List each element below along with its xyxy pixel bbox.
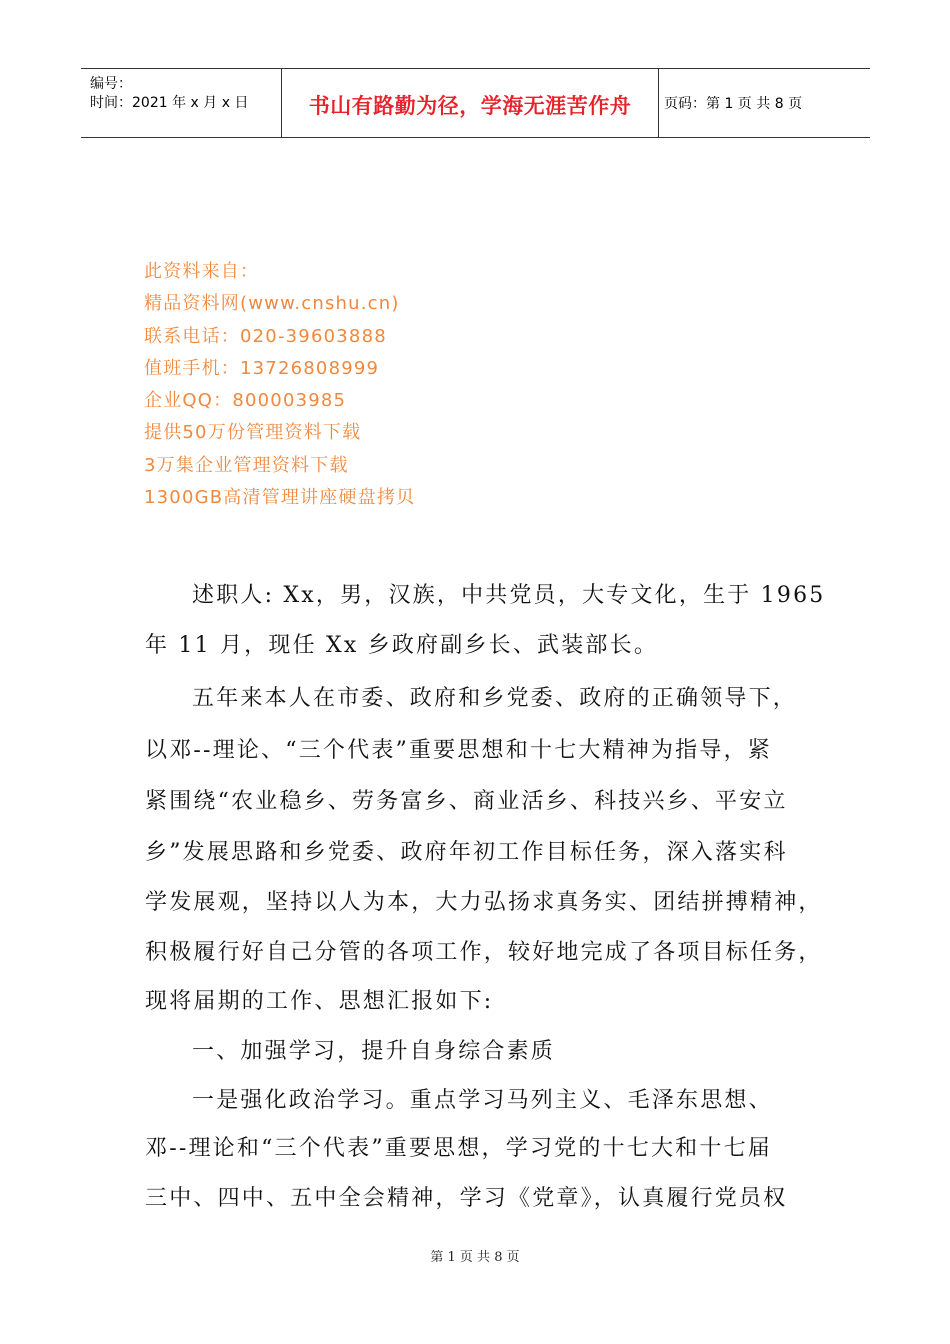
header-motto-cell <box>281 69 659 137</box>
body-line: 紧围绕“农业稳乡、劳务富乡、商业活乡、科技兴乡、平安立 <box>145 789 788 814</box>
body-line: 三中、四中、五中全会精神，学习《党章》，认真履行党员权 <box>145 1186 788 1211</box>
source-advertisement <box>144 256 415 514</box>
section-heading: 一、加强学习，提升自身综合素质 <box>192 1039 556 1064</box>
body-line: 学发展观，坚持以人为本，大力弘扬求真务实、团结拼搏精神， <box>145 890 823 915</box>
header-page-info: 页码：第 1 页 共 8 页 <box>664 96 803 112</box>
ad-line: 精品资料网(www.cnshu.cn) <box>144 293 400 315</box>
document-number-label: 编号： <box>90 76 132 92</box>
ad-line: 企业QQ：800003985 <box>144 390 347 412</box>
body-line: 一是强化政治学习。重点学习马列主义、毛泽东思想、 <box>192 1088 773 1113</box>
body-line: 积极履行好自己分管的各项工作，较好地完成了各项目标任务， <box>145 940 823 965</box>
page-header <box>81 68 870 138</box>
ad-line: 提供50万份管理资料下载 <box>144 422 362 444</box>
header-motto: 书山有路勤为径，学海无涯苦作舟 <box>308 94 632 118</box>
body-line: 五年来本人在市委、政府和乡党委、政府的正确领导下， <box>192 686 798 711</box>
body-line: 现将届期的工作、思想汇报如下: <box>145 989 494 1014</box>
header-page-cell <box>658 69 870 137</box>
ad-line: 联系电话：020-39603888 <box>144 325 387 347</box>
body-line: 以邓--理论、“三个代表”重要思想和十七大精神为指导，紧 <box>145 738 772 763</box>
body-line: 邓--理论和“三个代表”重要思想，学习党的十七大和十七届 <box>145 1136 772 1161</box>
ad-line: 1300GB高清管理讲座硬盘拷贝 <box>144 487 416 509</box>
body-line: 述职人: Xx，男，汉族，中共党员，大专文化，生于 1965 <box>192 583 826 608</box>
body-line: 乡”发展思路和乡党委、政府年初工作目标任务，深入落实科 <box>145 840 788 865</box>
ad-line: 此资料来自： <box>144 261 260 282</box>
ad-line: 值班手机：13726808999 <box>144 357 380 379</box>
page-footer: 第 1 页 共 8 页 <box>430 1250 520 1265</box>
ad-line: 3万集企业管理资料下载 <box>144 454 349 476</box>
header-meta <box>81 69 281 137</box>
body-line: 年 11 月，现任 Xx 乡政府副乡长、武装部长。 <box>145 633 659 658</box>
document-date-label: 时间：2021 年 x 月 x 日 <box>90 95 249 111</box>
